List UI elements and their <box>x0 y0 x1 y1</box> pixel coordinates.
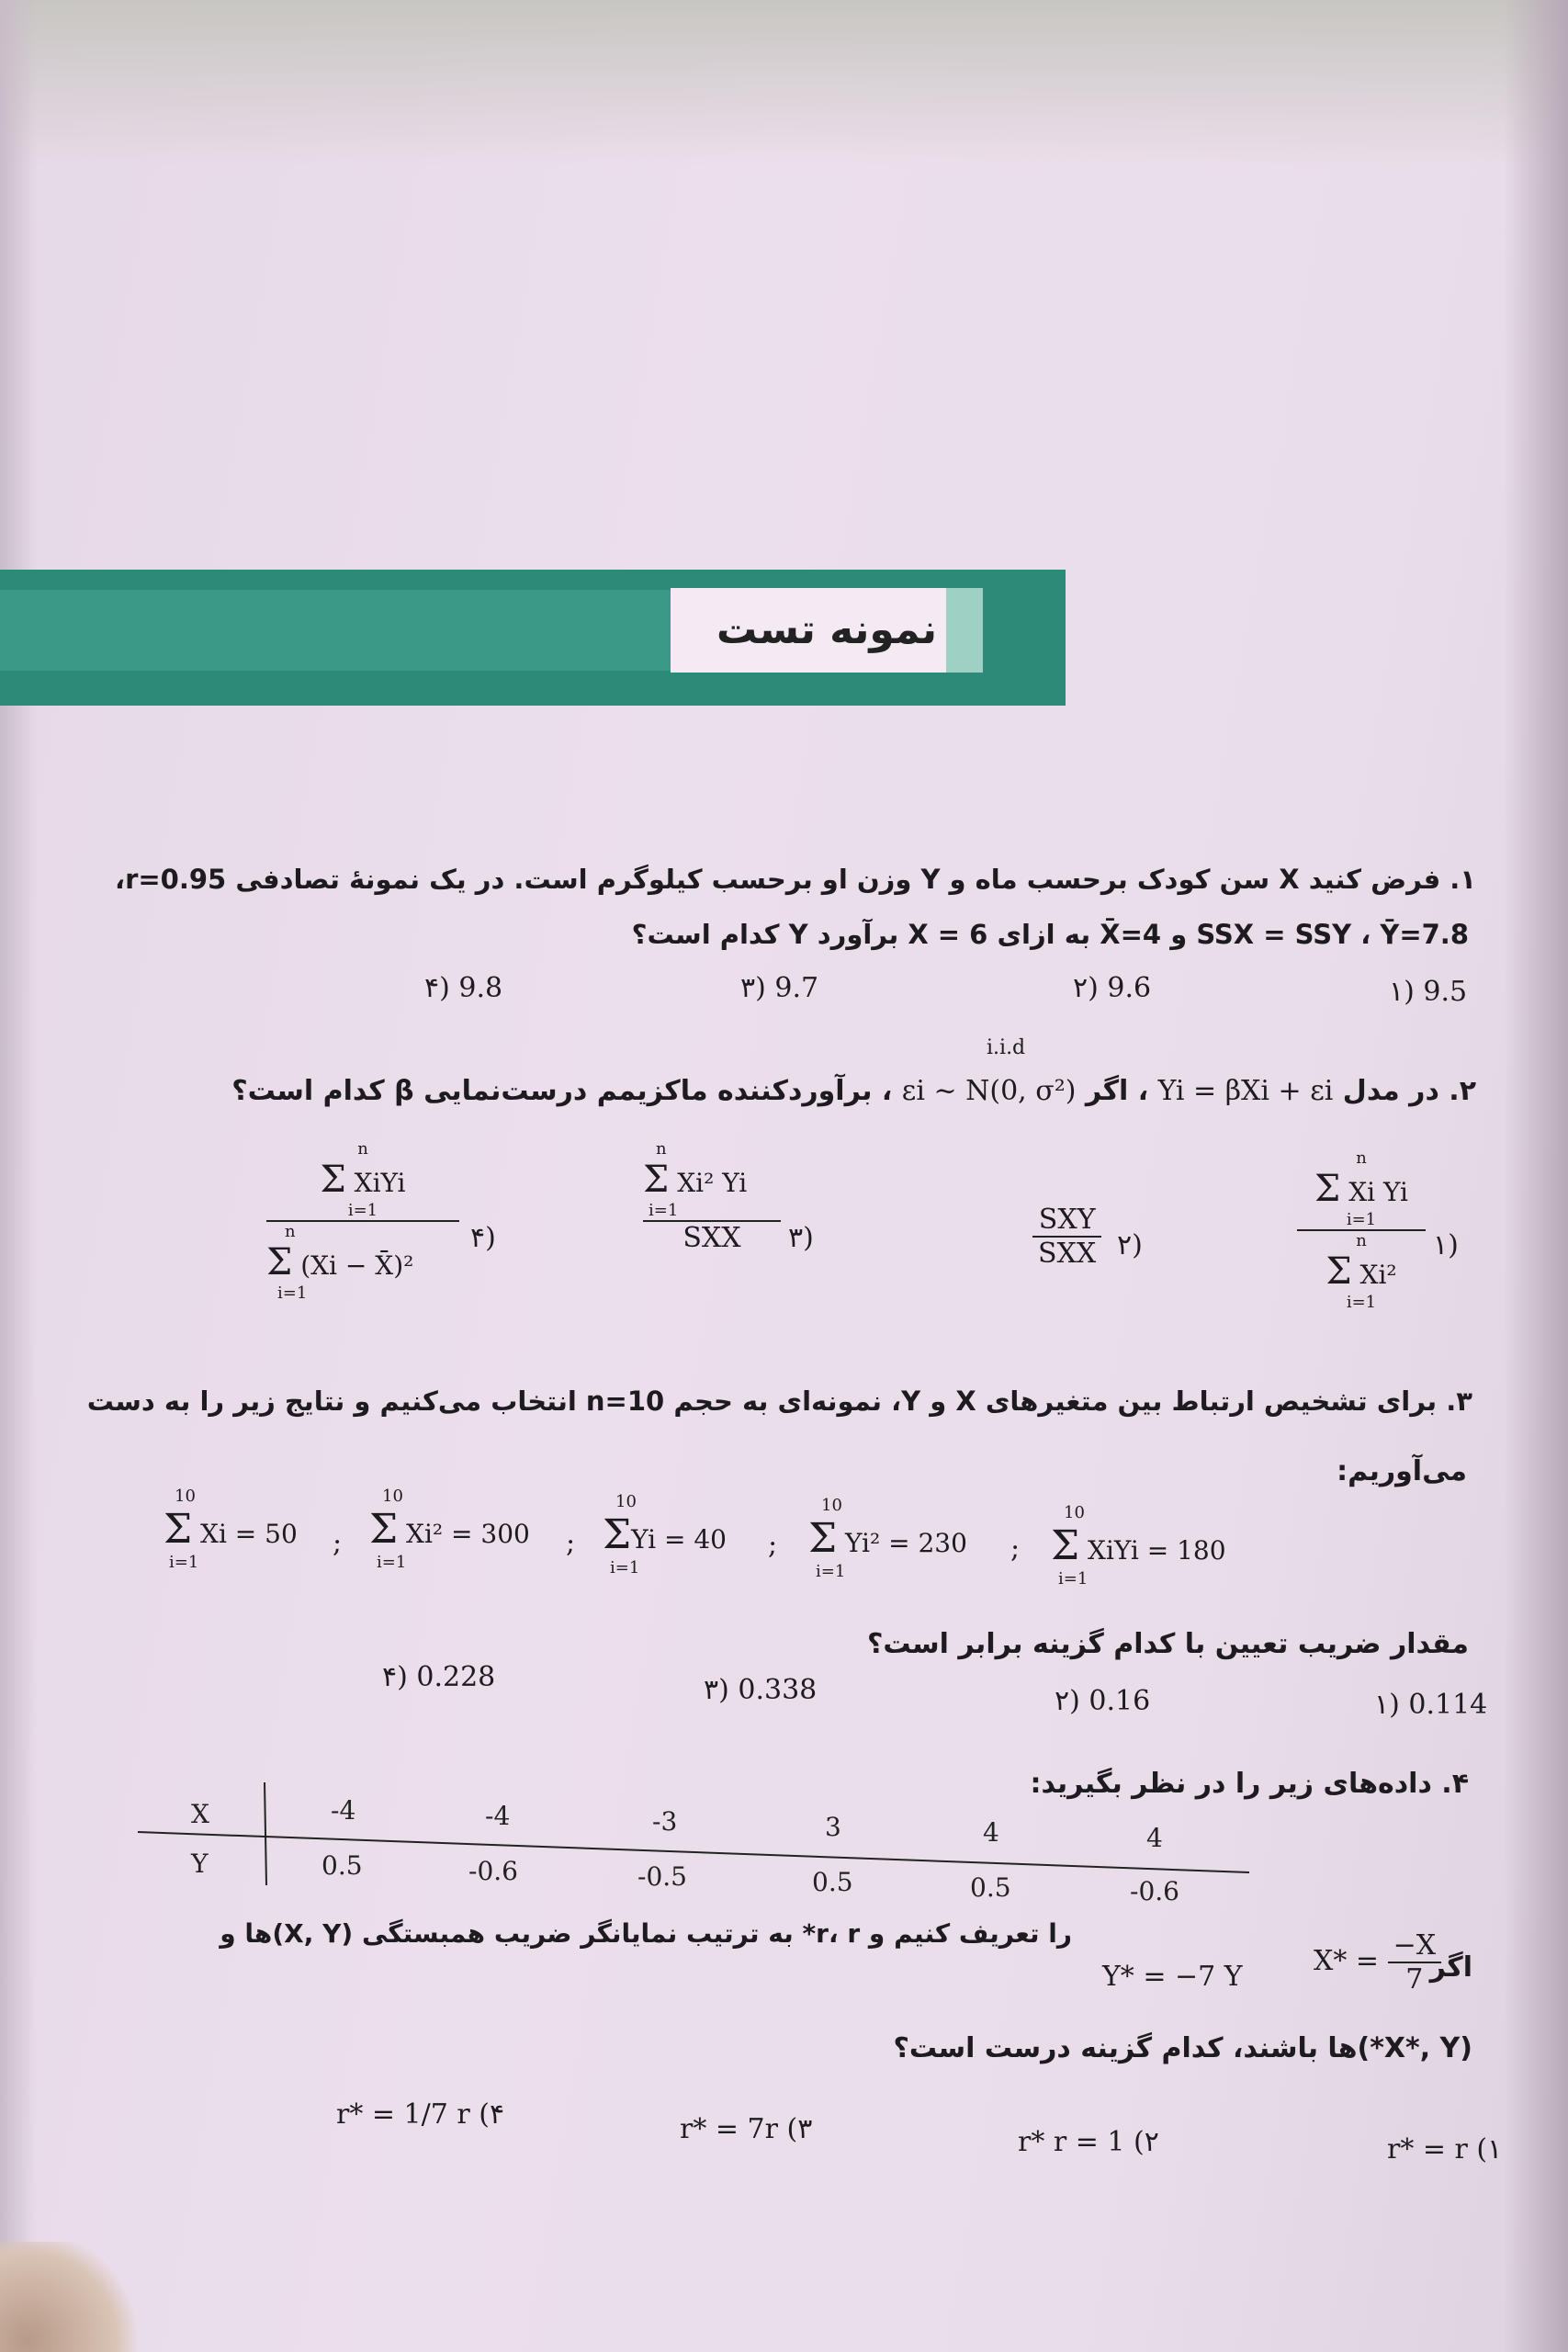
sum-x-value: Xi = 50 <box>200 1519 298 1549</box>
q4-line2-prefix: اگر <box>1429 1951 1472 1984</box>
table-x-label: X <box>191 1799 209 1829</box>
sum-upper: n <box>1356 1231 1367 1250</box>
q1-line2: SSX = SSY ، Ȳ=7.8 و X̄=4 به ازای X = 6 برآورد Y کدام است؟ <box>631 919 1469 950</box>
header-band-bottom <box>0 671 1066 706</box>
table-rule <box>138 1832 1249 1872</box>
q2-iid-label: i.i.d <box>987 1036 1026 1059</box>
q2-stem-prefix: ۲. در مدل <box>1342 1075 1476 1107</box>
sum-upper: n <box>1356 1148 1367 1168</box>
separator: ; <box>333 1527 343 1559</box>
q4-line1: ۴. داده‌های زیر را در نظر بگیرید: <box>1030 1768 1469 1800</box>
q1-line1: ۱. فرض کنید X سن کودک برحسب ماه و Y وزن او برحسب کیلوگرم است. در یک نمونهٔ تصادفی r=0.95، <box>115 864 1476 895</box>
q2-opt1-num: Xi Yi <box>1348 1177 1408 1207</box>
table-x-cell: -4 <box>485 1801 511 1831</box>
q3-sum-x2 <box>369 1487 530 1572</box>
q1-option-4[interactable]: 9.8 (۴ <box>424 972 503 1004</box>
q3-sum-xy <box>1051 1503 1226 1589</box>
table-y-cell: 0.5 <box>321 1850 363 1881</box>
sigma-icon: Σ <box>1051 1522 1080 1569</box>
q3-option-1[interactable]: 0.114 (۱ <box>1374 1689 1488 1721</box>
sigma-icon: Σ <box>266 1241 293 1283</box>
sigma-icon: Σ <box>643 1159 670 1201</box>
sum-y2-value: Yi² = 230 <box>845 1528 967 1558</box>
page-edge-shadow <box>0 0 1568 165</box>
q2-opt4-num: XiYi <box>354 1168 406 1198</box>
sum-upper: 10 <box>821 1496 842 1515</box>
sum-lower: i=1 <box>277 1283 308 1303</box>
q4-option-2[interactable]: r* r = 1 (۲ <box>1018 2126 1159 2158</box>
sum-lower: i=1 <box>1058 1569 1089 1589</box>
table-x-cell: -3 <box>652 1806 678 1837</box>
separator: ; <box>566 1527 576 1559</box>
sum-lower: i=1 <box>1297 1210 1426 1231</box>
q2-opt1-den: Xi² <box>1359 1260 1397 1290</box>
table-x-cell: -4 <box>331 1795 356 1826</box>
header-accent-dark <box>983 588 1066 673</box>
q3-option-2[interactable]: 0.16 (۲ <box>1055 1685 1151 1717</box>
table-y-label: Y <box>191 1849 209 1879</box>
q2-opt3-num: Xi² Yi <box>677 1168 748 1198</box>
sigma-icon: Σ <box>1325 1250 1352 1293</box>
table-x-cell: 3 <box>825 1812 841 1842</box>
table-x-cell: 4 <box>983 1817 999 1848</box>
q4-option-3[interactable]: r* = 7r (۳ <box>680 2113 813 2145</box>
sum-lower: i=1 <box>816 1562 846 1581</box>
q4-option-4[interactable]: r* = 1/7 r (۴ <box>336 2098 505 2131</box>
q4-data-table <box>138 1782 1258 1902</box>
q2-model: Yi = βXi + εi <box>1157 1075 1334 1107</box>
table-y-cell: -0.6 <box>1130 1876 1179 1902</box>
page-gutter-shadow <box>0 0 37 2352</box>
q3-sum-y <box>603 1492 727 1577</box>
q2-option-3-label[interactable]: (۳ <box>788 1222 814 1254</box>
q4-xstar-def <box>1314 1929 1441 1996</box>
table-x-cell: 4 <box>1146 1823 1163 1853</box>
q2-option-4-label[interactable]: (۴ <box>470 1222 496 1254</box>
table-y-cell: -0.6 <box>468 1856 518 1886</box>
q4-xstar-num: −X <box>1388 1929 1442 1963</box>
table-divider <box>265 1782 266 1885</box>
sum-upper: 10 <box>615 1492 637 1511</box>
sum-lower: i=1 <box>266 1201 459 1222</box>
header-band-top <box>0 570 1066 590</box>
q3-line2: می‌آوریم: <box>1337 1455 1467 1487</box>
table-y-cell: -0.5 <box>637 1861 687 1892</box>
q1-option-3[interactable]: 9.7 (۳ <box>740 972 819 1004</box>
q2-opt2-den: SXX <box>1038 1238 1097 1270</box>
sum-upper: 10 <box>175 1487 196 1506</box>
section-title: نمونه تست <box>716 606 937 653</box>
q2-option-1-label[interactable]: (۱ <box>1433 1229 1459 1261</box>
q4-line2: را تعریف کنیم و r، r* به ترتیب نمایانگر ضریب همبستگی (X, Y)ها و <box>220 1918 1072 1949</box>
q2-opt2-num: SXY <box>1032 1204 1101 1238</box>
sigma-icon: Σ <box>164 1506 193 1553</box>
sum-x2-value: Xi² = 300 <box>406 1519 530 1549</box>
sum-upper: 10 <box>382 1487 403 1506</box>
q4-option-1[interactable]: r* = r (۱ <box>1387 2133 1503 2165</box>
q1-option-2[interactable]: 9.6 (۲ <box>1073 972 1152 1004</box>
q3-option-4[interactable]: 0.228 (۴ <box>382 1661 496 1693</box>
sigma-icon: Σ <box>1314 1168 1341 1210</box>
q4-line3: (X*, Y*)ها باشند، کدام گزینه درست است؟ <box>893 2032 1472 2064</box>
q2-option-2[interactable] <box>1032 1204 1101 1270</box>
q1-option-1[interactable]: 9.5 (۱ <box>1389 976 1468 1008</box>
q2-stem-mid: ، اگر <box>1085 1075 1149 1107</box>
sum-lower: i=1 <box>377 1553 407 1572</box>
table-y-cell: 0.5 <box>970 1872 1011 1902</box>
sum-upper: n <box>357 1139 368 1159</box>
q2-option-2-label[interactable]: (۲ <box>1117 1229 1143 1261</box>
page-edge-shadow-right <box>1504 0 1568 2352</box>
q2-opt3-den: SXX <box>682 1222 741 1254</box>
sum-upper: n <box>285 1222 296 1241</box>
q4-xstar-den: 7 <box>1405 1963 1424 1996</box>
q2-distribution: εi ~ N(0, σ²) <box>901 1075 1077 1107</box>
q3-sum-y2 <box>808 1496 967 1581</box>
separator: ; <box>1010 1532 1021 1565</box>
sum-upper: 10 <box>1064 1503 1085 1522</box>
header-accent-light <box>946 588 983 673</box>
table-y-cell: 0.5 <box>812 1867 853 1897</box>
q4-xstar-label: X* = <box>1314 1945 1380 1977</box>
q2-stem <box>231 1075 1476 1107</box>
q3-line1: ۳. برای تشخیص ارتباط بین متغیرهای X و Y، نمونه‌ای به حجم n=10 انتخاب می‌کنیم و نتایج زیر را به دست <box>86 1385 1472 1417</box>
q3-sum-x <box>164 1487 298 1572</box>
q2-stem-suffix: ، برآوردکننده ماکزیمم درست‌نمایی β کدام است؟ <box>231 1075 893 1107</box>
sum-upper: n <box>656 1139 667 1159</box>
sigma-icon: Σ <box>808 1515 838 1562</box>
q2-option-3[interactable] <box>643 1139 781 1254</box>
sigma-icon: Σ <box>320 1159 346 1201</box>
q2-option-1[interactable] <box>1297 1148 1426 1312</box>
sum-lower: i=1 <box>169 1553 199 1572</box>
q3-question: مقدار ضریب تعیین با کدام گزینه برابر است؟ <box>867 1628 1469 1660</box>
sum-xy-value: XiYi = 180 <box>1088 1535 1226 1566</box>
separator: ; <box>768 1529 778 1561</box>
sum-lower: i=1 <box>643 1201 781 1222</box>
sum-y-value: Yi = 40 <box>631 1524 727 1555</box>
sigma-icon: Σ <box>369 1506 399 1553</box>
thumb-shadow <box>0 2242 138 2352</box>
q4-ystar-def: Y* = −7 Y <box>1102 1961 1243 1993</box>
q2-option-4[interactable] <box>266 1139 459 1303</box>
q2-opt4-den: (Xi − X̄)² <box>300 1250 414 1281</box>
sigma-icon: Σ <box>603 1511 632 1558</box>
sum-lower: i=1 <box>1346 1293 1377 1312</box>
q3-option-3[interactable]: 0.338 (۳ <box>704 1674 818 1706</box>
sum-lower: i=1 <box>610 1558 640 1577</box>
